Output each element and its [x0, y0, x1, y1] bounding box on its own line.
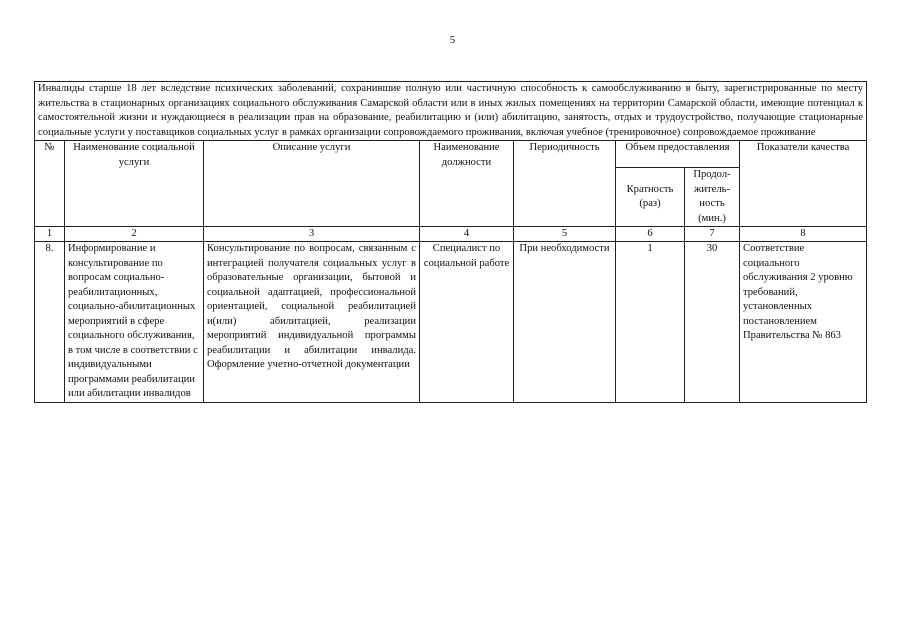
recipient-category-text: Инвалиды старше 18 лет вследствие психических заболеваний, сохранившие полную или частичную способность к самообслуживанию в быту, зарегистрированные по месту жительства в стационарных организациях социального обслуживания Самарской области или в иных жилых помещениях на территории Самарской области, имеющие потенциал к самостоятельной жизни и нуждающиеся в реализации прав на образование, реабилитацию и (или) абилитацию, занятость, отдых и трудоустройство, получающие стационарные социальные услуги у поставщиков социальных услуг в рамках организации сопровождаемого проживания, включая учебное (тренировочное) сопровождаемое проживание — [35, 82, 867, 141]
header-row — [35, 141, 867, 168]
row-multiplicity: 1 — [616, 242, 685, 403]
header-volume: Объем предоставления — [616, 141, 740, 168]
header-service-name: Наименование социальной услуги — [65, 141, 204, 227]
row-periodicity: При необходимости — [514, 242, 616, 403]
page-number: 5 — [449, 34, 456, 46]
header-multiplicity: Кратность (раз) — [616, 168, 685, 227]
header-description: Описание услуги — [204, 141, 420, 227]
services-table — [34, 81, 867, 403]
column-number: 3 — [204, 227, 420, 242]
row-service-name: Информирование и консультирование по вопросам социально-реабилитационных, социально-абилитационных мероприятий в сфере социального обслуживания, в том числе в соответствии с индивидуальными программами реабилитации или абилитации инвалидов — [65, 242, 204, 403]
header-num: № — [35, 141, 65, 227]
row-quality: Соответствие социального обслуживания 2 уровню требований, установленных постановлением Правительства № 863 — [740, 242, 867, 403]
column-number: 6 — [616, 227, 685, 242]
column-number: 5 — [514, 227, 616, 242]
column-number: 7 — [685, 227, 740, 242]
column-number: 1 — [35, 227, 65, 242]
row-description: Консультирование по вопросам, связанным с интеграцией получателя социальных услуг в образовательные организации, бытовой и социальной адаптацией, профессиональной ориентацией, социальной реабилитацией и(или) абилитацией, реализации мероприятий индивидуальной программы реабилитации и абилитации инвалида. Оформление учетно-отчетной документации — [204, 242, 420, 403]
row-duration: 30 — [685, 242, 740, 403]
header-quality: Показатели качества — [740, 141, 867, 227]
intro-row — [35, 82, 867, 141]
row-position: Специалист по социальной работе — [420, 242, 514, 403]
column-numbers-row — [35, 227, 867, 242]
row-num: 8. — [35, 242, 65, 403]
table-row — [35, 242, 867, 403]
header-duration: Продол-житель-ность (мин.) — [685, 168, 740, 227]
column-number: 8 — [740, 227, 867, 242]
column-number: 2 — [65, 227, 204, 242]
header-periodicity: Периодичность — [514, 141, 616, 227]
header-position: Наименование должности — [420, 141, 514, 227]
column-number: 4 — [420, 227, 514, 242]
